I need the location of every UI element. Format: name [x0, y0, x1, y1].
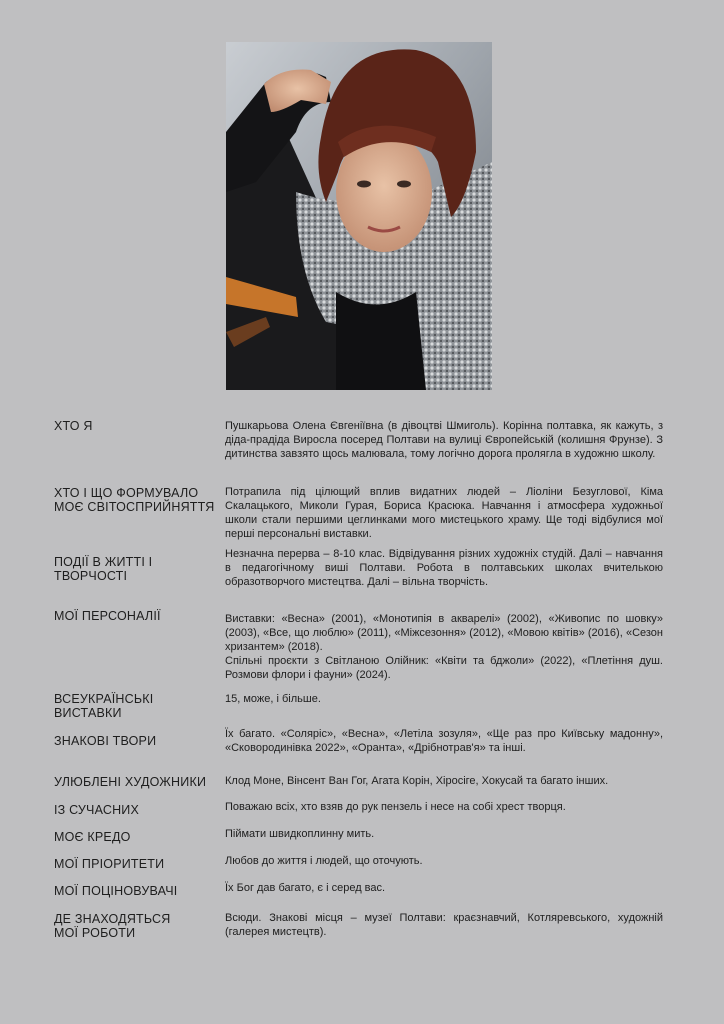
label-priorities: МОЇ ПРІОРИТЕТИ — [54, 857, 165, 871]
text-who-i-am: Пушкарьова Олена Євгеніївна (в дівоцтві Шмиголь). Корінна полтавка, як кажуть, з діда-прадіда Виросла посеред Полтави на вулиці Європейській (колишня Фрунзе). З дитинства завзято щось малювала, тому логічно дорога пролягла в художню школу. — [225, 420, 663, 460]
label-events-line1: ПОДІЇ В ЖИТТІ І — [54, 555, 153, 569]
label-who-i-am: ХТО Я — [54, 419, 93, 433]
label-national-line2: ВИСТАВКИ — [54, 706, 122, 720]
text-influence: Потрапила під цілющий вплив видатних людей – Лioлiни Безуглової, Кіма Скалацького, Миколи Гурая, Бориса Красюка. Навчання і атмосфера художньої школи стали першими цеглинками мого мистецького храму. Ще тоді відбулися мої перші персональні виставки. — [225, 486, 663, 540]
label-events-line2: ТВОРЧОСТІ — [54, 569, 128, 583]
text-events: Незначна перерва – 8-10 клас. Відвідування різних художніх студій. Далі – навчання в педагогічному виші Полтави. Робота в полтавських школах вчителькою образотворчого мистецтва. Далі – вільна творчість. — [225, 548, 663, 588]
text-admirers: Їх Бог дав багато, є і серед вас. — [225, 882, 386, 894]
text-priorities: Любов до життя і людей, що оточують. — [225, 855, 423, 867]
label-influence — [54, 486, 219, 514]
text-contemporary: Поважаю всіх, хто взяв до рук пензель і несе на собі хрест творця. — [225, 801, 566, 813]
text-joint-projects: Спільні проєкти з Світланою Олійник: «Квіти та бджоли» (2022), «Плетіння душ. Розмови флори і фауни» (2024). — [225, 655, 663, 681]
label-credo: МОЄ КРЕДО — [54, 830, 131, 844]
label-works-location — [54, 912, 219, 940]
portrait-photo — [226, 42, 492, 390]
label-location-line1: ДЕ ЗНАХОДЯТЬСЯ — [54, 912, 171, 926]
text-national-exhibitions: 15, може, і більше. — [225, 693, 321, 705]
label-signature-works: ЗНАКОВІ ТВОРИ — [54, 734, 157, 748]
text-credo: Піймати швидкоплинну мить. — [225, 828, 375, 840]
label-location-line2: МОЇ РОБОТИ — [54, 926, 136, 940]
label-events — [54, 555, 219, 583]
label-national-exhibitions — [54, 692, 219, 720]
text-exhibitions: Виставки: «Весна» (2001), «Монотипія в акварелі» (2002), «Живопис по шовку» (2003), «Все, що люблю» (2011), «Міжсезоння» (2012), «Мовою квітів» (2016), «Сезон хризантем» (2018). — [225, 613, 663, 653]
text-works-location: Всюди. Знакові місця – музеї Полтави: краєзнавчий, Котляревського, художній (галерея мистецтв). — [225, 912, 663, 938]
label-national-line1: ВСЕУКРАЇНСЬКІ — [54, 692, 154, 706]
label-admirers: МОЇ ПОЦІНОВУВАЧІ — [54, 884, 178, 898]
text-favorite-artists: Клод Моне, Вінсент Ван Гог, Агата Корін, Хіросіге, Хокусай та багато інших. — [225, 775, 609, 787]
label-favorite-artists: УЛЮБЛЕНІ ХУДОЖНИКИ — [54, 775, 207, 789]
text-personal-exhibitions — [225, 612, 663, 682]
text-signature-works: Їх багато. «Соляріс», «Весна», «Летіла зозуля», «Ще раз про Київську мадонну», «Сковородинівка 2022», «Оранта», «Дрібнотрав'я» та інші. — [225, 728, 663, 754]
label-personal-exhibitions: МОЇ ПЕРСОНАЛІЇ — [54, 609, 161, 623]
label-influence-line2: МОЄ СВІТОСПРИЙНЯТТЯ — [54, 500, 215, 514]
label-contemporary: ІЗ СУЧАСНИХ — [54, 803, 140, 817]
label-influence-line1: ХТО І ЩО ФОРМУВАЛО — [54, 486, 199, 500]
